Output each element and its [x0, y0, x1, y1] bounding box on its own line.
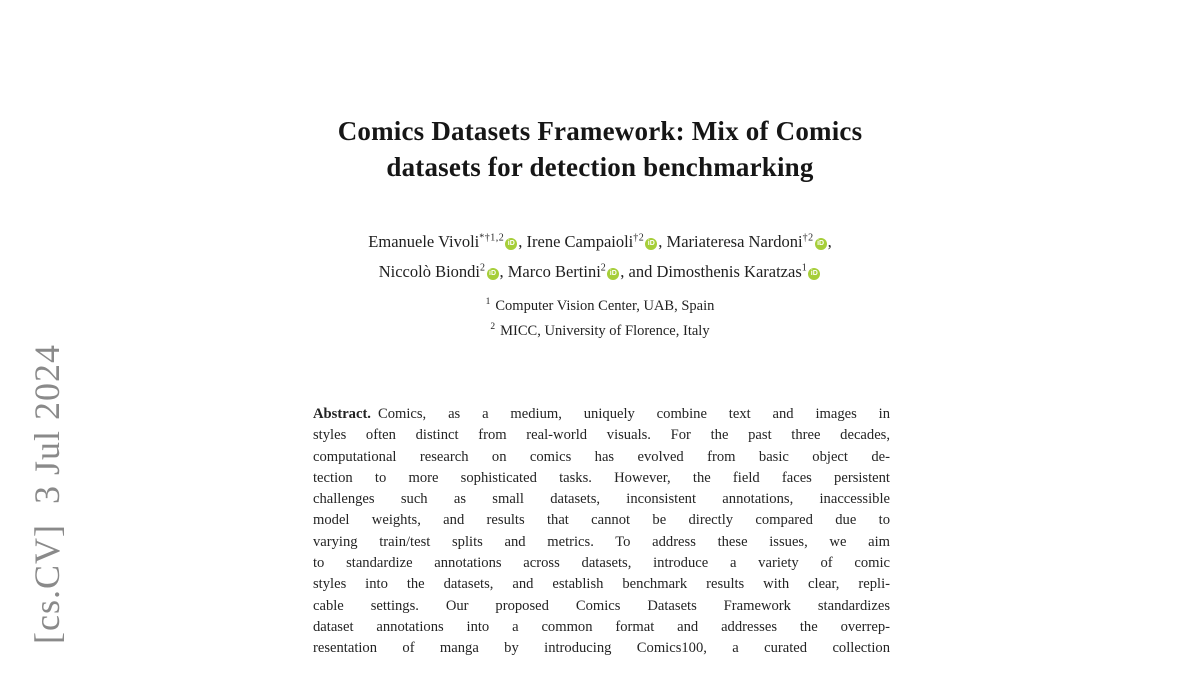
affiliation-text: MICC, University of Florence, Italy	[500, 323, 710, 340]
abstract-line: to standardize annotations across datasets, introduce a variety of comic	[313, 555, 890, 572]
orcid-icon[interactable]	[487, 268, 499, 280]
paper-title-line2: datasets for detection benchmarking	[386, 152, 814, 182]
orcid-icon-label: iD	[817, 239, 825, 247]
author-separator: ,	[827, 231, 832, 251]
orcid-icon[interactable]	[815, 238, 827, 250]
author-superscript: †2	[802, 232, 814, 243]
author	[508, 262, 657, 281]
author-line-1	[0, 224, 1200, 255]
author-name: Emanuele Vivoli	[368, 231, 480, 251]
author-separator: ,	[499, 262, 508, 281]
author	[656, 262, 821, 281]
author-line-2	[0, 255, 1200, 286]
author-superscript: †2	[633, 232, 645, 243]
author-separator: ,	[658, 231, 667, 251]
author	[379, 262, 508, 281]
abstract-line: cable settings. Our proposed Comics Datasets Framework standardizes	[313, 597, 890, 614]
author-separator: , and	[620, 262, 657, 281]
orcid-icon-label: iD	[507, 239, 515, 247]
paper-title-line1: Comics Datasets Framework: Mix of Comics	[337, 116, 863, 146]
abstract-line: styles into the datasets, and establish benchmark results with clear, repli-	[313, 576, 890, 593]
author-name: Irene Campaioli	[526, 231, 634, 251]
orcid-icon-label: iD	[647, 239, 655, 247]
paper-title	[0, 113, 1200, 185]
abstract-line: dataset annotations into a common format and addresses the overrep-	[313, 618, 890, 635]
abstract-line: computational research on comics has evolved from basic object de-	[313, 448, 890, 465]
orcid-icon[interactable]	[808, 268, 820, 280]
abstract-line: tection to more sophisticated tasks. However, the field faces persistent	[313, 469, 890, 486]
author	[527, 232, 667, 251]
orcid-icon[interactable]	[645, 238, 657, 250]
author-separator: ,	[518, 231, 527, 251]
abstract-section	[313, 404, 890, 660]
abstract-line: varying train/test splits and metrics. To address these issues, we aim	[313, 533, 890, 550]
author-name: Dimosthenis Karatzas	[656, 262, 802, 281]
arxiv-stamp: [cs.CV] 3 Jul 2024	[27, 344, 67, 644]
affiliation-superscript: 2	[490, 322, 496, 333]
orcid-icon-label: iD	[810, 270, 818, 277]
abstract-line: challenges such as small datasets, inconsistent annotations, inaccessible	[313, 491, 890, 508]
affiliation-line	[0, 317, 1200, 342]
orcid-icon-label: iD	[609, 270, 617, 277]
abstract-line: model weights, and results that cannot be directly compared due to	[313, 512, 890, 529]
author-name: Niccolò Biondi	[378, 262, 481, 281]
affiliation-line	[0, 292, 1200, 317]
author-name: Marco Bertini	[507, 262, 601, 281]
abstract-line: Abstract. Comics, as a medium, uniquely combine text and images in	[313, 406, 890, 422]
abstract-label: Abstract.	[313, 406, 371, 422]
orcid-icon[interactable]	[505, 238, 517, 250]
author	[667, 232, 832, 251]
author-name: Mariateresa Nardoni	[666, 231, 803, 251]
orcid-icon-label: iD	[489, 270, 497, 277]
affiliation-text: Computer Vision Center, UAB, Spain	[495, 297, 715, 314]
author	[368, 232, 526, 251]
author-superscript: 1	[801, 262, 808, 274]
author-superscript: *†1,2	[479, 232, 505, 243]
author-block	[0, 224, 1200, 285]
orcid-icon[interactable]	[607, 268, 619, 280]
affiliation-superscript: 1	[485, 297, 491, 307]
affiliations	[0, 292, 1200, 343]
author-superscript: 2	[480, 262, 486, 274]
abstract-line: resentation of manga by introducing Comics100, a curated collection	[313, 640, 890, 657]
author-superscript: 2	[600, 262, 607, 274]
abstract-line: styles often distinct from real-world visuals. For the past three decades,	[313, 427, 890, 444]
